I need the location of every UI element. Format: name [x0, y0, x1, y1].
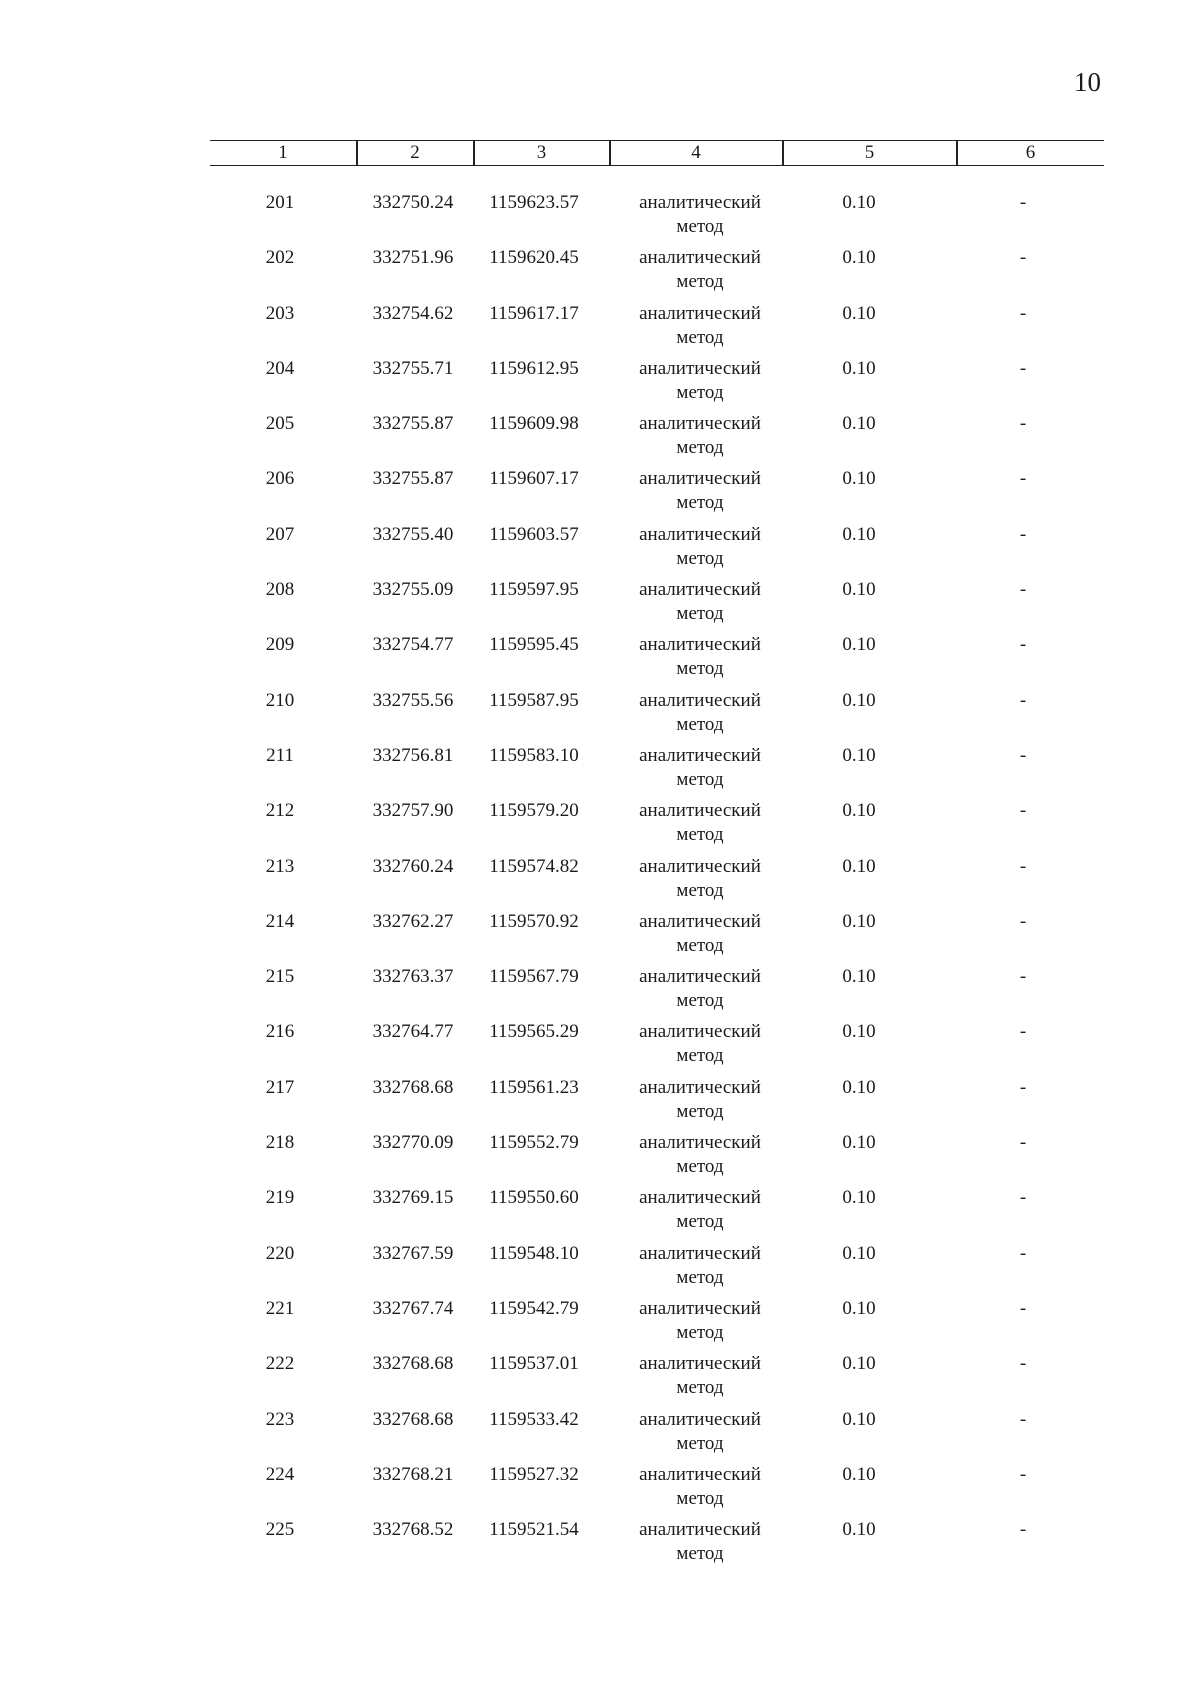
- table-row: [210, 412, 1104, 467]
- coord-x: 332763.37: [372, 966, 454, 988]
- table-row: [210, 1186, 1104, 1241]
- coord-y: 1159570.92: [489, 910, 579, 932]
- coord-y: 1159550.60: [489, 1187, 579, 1209]
- point-number: 206: [265, 468, 295, 490]
- point-number: 216: [265, 1021, 295, 1043]
- note: -: [1019, 413, 1027, 435]
- method: аналитический метод: [639, 413, 761, 459]
- method: аналитический метод: [639, 744, 761, 790]
- accuracy: 0.10: [842, 744, 876, 766]
- point-number: 218: [265, 1132, 295, 1154]
- note: -: [1019, 1519, 1027, 1541]
- point-number: 208: [265, 579, 295, 601]
- coord-x: 332768.21: [372, 1463, 454, 1485]
- coord-x: 332755.87: [372, 413, 454, 435]
- point-number: 209: [265, 634, 295, 656]
- table-header: [210, 140, 1104, 166]
- method: аналитический метод: [639, 192, 761, 237]
- coord-y: 1159527.32: [489, 1463, 579, 1485]
- method: аналитический метод: [639, 855, 761, 901]
- note: -: [1019, 1076, 1027, 1098]
- table-row: [210, 357, 1104, 412]
- accuracy: 0.10: [842, 579, 876, 601]
- point-number: 220: [265, 1242, 295, 1264]
- point-number: 201: [265, 192, 295, 213]
- point-number: 224: [265, 1463, 295, 1485]
- point-number: 203: [265, 302, 295, 324]
- accuracy: 0.10: [842, 247, 876, 269]
- coord-y: 1159561.23: [489, 1076, 579, 1098]
- accuracy: 0.10: [842, 966, 876, 988]
- coord-y: 1159579.20: [489, 800, 579, 822]
- method: аналитический метод: [639, 634, 761, 680]
- accuracy: 0.10: [842, 192, 876, 213]
- table-row: [210, 1131, 1104, 1186]
- note: -: [1019, 1187, 1027, 1209]
- method: аналитический метод: [639, 1187, 761, 1233]
- note: -: [1019, 1297, 1027, 1319]
- coord-y: 1159623.57: [489, 192, 579, 213]
- note: -: [1019, 966, 1027, 988]
- note: -: [1019, 1132, 1027, 1154]
- point-number: 202: [265, 247, 295, 269]
- coord-y: 1159620.45: [489, 247, 579, 269]
- accuracy: 0.10: [842, 1242, 876, 1264]
- point-number: 222: [265, 1353, 295, 1375]
- method: аналитический метод: [639, 910, 761, 956]
- accuracy: 0.10: [842, 468, 876, 490]
- table-row: [210, 191, 1104, 246]
- method: аналитический метод: [639, 800, 761, 846]
- coord-y: 1159548.10: [489, 1242, 579, 1264]
- coord-x: 332770.09: [372, 1132, 454, 1154]
- note: -: [1019, 1242, 1027, 1264]
- table-row: [210, 302, 1104, 357]
- table-row: [210, 1297, 1104, 1352]
- accuracy: 0.10: [842, 1408, 876, 1430]
- coord-x: 332755.09: [372, 579, 454, 601]
- coord-x: 332769.15: [372, 1187, 454, 1209]
- note: -: [1019, 855, 1027, 877]
- coord-y: 1159533.42: [489, 1408, 579, 1430]
- coord-y: 1159542.79: [489, 1297, 579, 1319]
- table-row: [210, 1020, 1104, 1075]
- note: -: [1019, 357, 1027, 379]
- coord-x: 332755.87: [372, 468, 454, 490]
- coord-y: 1159567.79: [489, 966, 579, 988]
- table-row: [210, 965, 1104, 1020]
- accuracy: 0.10: [842, 523, 876, 545]
- note: -: [1019, 247, 1027, 269]
- coord-x: 332754.62: [372, 302, 454, 324]
- method: аналитический метод: [639, 1132, 761, 1178]
- coord-y: 1159552.79: [489, 1132, 579, 1154]
- coord-y: 1159617.17: [489, 302, 579, 324]
- accuracy: 0.10: [842, 357, 876, 379]
- note: -: [1019, 800, 1027, 822]
- table-row: [210, 855, 1104, 910]
- coord-x: 332767.59: [372, 1242, 454, 1264]
- coord-x: 332768.52: [372, 1519, 454, 1541]
- table-row: [210, 744, 1104, 799]
- note: -: [1019, 302, 1027, 324]
- note: -: [1019, 1408, 1027, 1430]
- coord-y: 1159612.95: [489, 357, 579, 379]
- point-number: 204: [265, 357, 295, 379]
- method: аналитический метод: [639, 357, 761, 403]
- header-col-3: 3: [536, 142, 547, 163]
- accuracy: 0.10: [842, 1297, 876, 1319]
- coord-x: 332756.81: [372, 744, 454, 766]
- table-row: [210, 799, 1104, 854]
- method: аналитический метод: [639, 1242, 761, 1288]
- point-number: 211: [266, 744, 294, 766]
- method: аналитический метод: [639, 1353, 761, 1399]
- point-number: 221: [265, 1297, 295, 1319]
- note: -: [1019, 634, 1027, 656]
- coord-x: 332755.40: [372, 523, 454, 545]
- point-number: 217: [265, 1076, 295, 1098]
- accuracy: 0.10: [842, 1519, 876, 1541]
- point-number: 210: [265, 689, 295, 711]
- point-number: 219: [265, 1187, 295, 1209]
- point-number: 207: [265, 523, 295, 545]
- coord-x: 332755.71: [372, 357, 454, 379]
- coord-y: 1159607.17: [489, 468, 579, 490]
- note: -: [1019, 689, 1027, 711]
- header-col-5: 5: [864, 142, 875, 163]
- header-col-4: 4: [691, 142, 701, 163]
- note: -: [1019, 192, 1027, 213]
- note: -: [1019, 1463, 1027, 1485]
- header-col-6: 6: [1025, 142, 1036, 163]
- coord-y: 1159609.98: [489, 413, 579, 435]
- accuracy: 0.10: [842, 413, 876, 435]
- method: аналитический метод: [639, 1076, 761, 1122]
- note: -: [1019, 1021, 1027, 1043]
- method: аналитический метод: [639, 1463, 761, 1509]
- coord-x: 332768.68: [372, 1076, 454, 1098]
- accuracy: 0.10: [842, 1132, 876, 1154]
- page-number: 10: [1074, 67, 1101, 97]
- coord-x: 332751.96: [372, 247, 454, 269]
- method: аналитический метод: [639, 689, 761, 735]
- header-col-2: 2: [410, 142, 420, 163]
- table-row: [210, 633, 1104, 688]
- coord-x: 332760.24: [372, 855, 454, 877]
- table-row: [210, 523, 1104, 578]
- method: аналитический метод: [639, 966, 761, 1012]
- accuracy: 0.10: [842, 634, 876, 656]
- coord-x: 332767.74: [372, 1297, 454, 1319]
- table-row: [210, 1408, 1104, 1463]
- coord-y: 1159595.45: [489, 634, 579, 656]
- point-number: 213: [265, 855, 295, 877]
- coord-x: 332762.27: [372, 910, 454, 932]
- coord-y: 1159565.29: [489, 1021, 579, 1043]
- coord-x: 332755.56: [372, 689, 454, 711]
- accuracy: 0.10: [842, 1021, 876, 1043]
- point-number: 214: [265, 910, 295, 932]
- method: аналитический метод: [639, 1408, 761, 1454]
- note: -: [1019, 744, 1027, 766]
- method: аналитический метод: [639, 1297, 761, 1343]
- coord-y: 1159583.10: [489, 744, 579, 766]
- accuracy: 0.10: [842, 1076, 876, 1098]
- point-number: 223: [265, 1408, 295, 1430]
- coord-y: 1159521.54: [489, 1519, 579, 1541]
- accuracy: 0.10: [842, 1187, 876, 1209]
- coord-y: 1159587.95: [489, 689, 579, 711]
- coord-x: 332768.68: [372, 1353, 454, 1375]
- point-number: 215: [265, 966, 295, 988]
- accuracy: 0.10: [842, 800, 876, 822]
- table-row: [210, 1352, 1104, 1407]
- accuracy: 0.10: [842, 1353, 876, 1375]
- coord-y: 1159537.01: [489, 1353, 579, 1375]
- header-col-1: 1: [278, 142, 288, 163]
- note: -: [1019, 523, 1027, 545]
- note: -: [1019, 1353, 1027, 1375]
- method: аналитический метод: [639, 468, 761, 514]
- note: -: [1019, 910, 1027, 932]
- table-row: [210, 467, 1104, 522]
- note: -: [1019, 579, 1027, 601]
- table-row: [210, 1242, 1104, 1297]
- method: аналитический метод: [639, 1519, 761, 1565]
- point-number: 205: [265, 413, 295, 435]
- accuracy: 0.10: [842, 302, 876, 324]
- table-body: [210, 191, 1104, 1573]
- accuracy: 0.10: [842, 855, 876, 877]
- method: аналитический метод: [639, 247, 761, 293]
- accuracy: 0.10: [842, 1463, 876, 1485]
- coord-x: 332754.77: [372, 634, 454, 656]
- table-row: [210, 1076, 1104, 1131]
- accuracy: 0.10: [842, 689, 876, 711]
- table-row: [210, 246, 1104, 301]
- coord-x: 332764.77: [372, 1021, 454, 1043]
- coord-y: 1159603.57: [489, 523, 579, 545]
- method: аналитический метод: [639, 579, 761, 625]
- method: аналитический метод: [639, 302, 761, 348]
- method: аналитический метод: [639, 523, 761, 569]
- note: -: [1019, 468, 1027, 490]
- point-number: 212: [265, 800, 295, 822]
- table-row: [210, 1463, 1104, 1518]
- point-number: 225: [265, 1519, 295, 1541]
- coord-x: 332757.90: [372, 800, 454, 822]
- accuracy: 0.10: [842, 910, 876, 932]
- table-row: [210, 1518, 1104, 1573]
- method: аналитический метод: [639, 1021, 761, 1067]
- coord-x: 332750.24: [372, 192, 454, 213]
- coord-x: 332768.68: [372, 1408, 454, 1430]
- table-row: [210, 578, 1104, 633]
- coord-y: 1159574.82: [489, 855, 579, 877]
- table-row: [210, 689, 1104, 744]
- table-row: [210, 910, 1104, 965]
- coord-y: 1159597.95: [489, 579, 579, 601]
